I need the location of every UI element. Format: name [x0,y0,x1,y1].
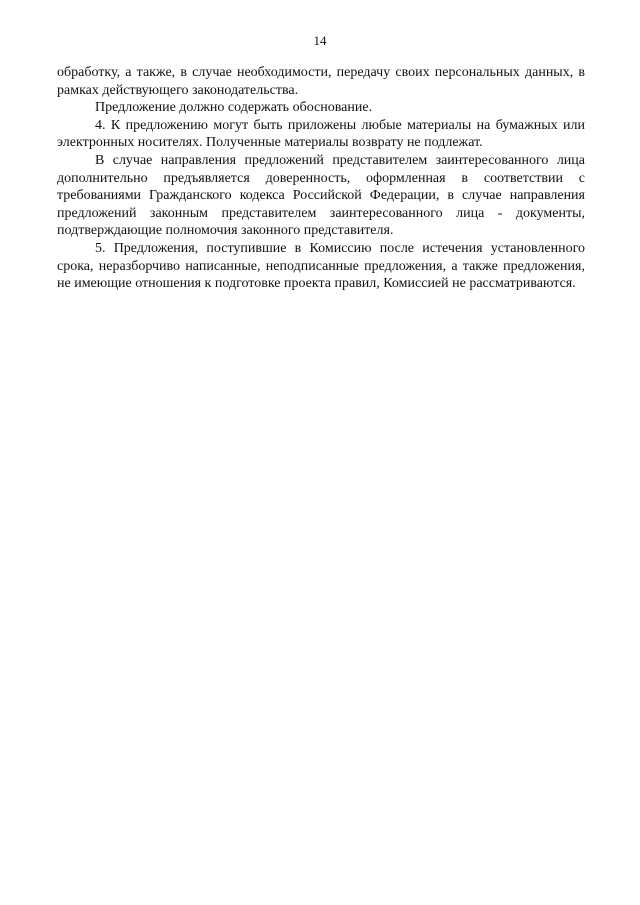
paragraph-representative: В случае направления предложений представителем заинтересованного лица дополнительно предъявляется доверенность, оформленная в соответствии с требованиями Гражданского кодекса Российской Федерации, в случае направления предложений законным представителем заинтересованного лица - документы, подтверждающие полномочия законного представителя. [57,152,585,239]
page-number: 14 [313,33,327,48]
paragraph-continuation: обработку, а также, в случае необходимости, передачу своих персональных данных, в рамках действующего законодательства. [57,65,585,98]
document-body [57,64,585,293]
paragraph-justification: Предложение должно содержать обоснование. [95,100,373,116]
paragraph-item-5: 5. Предложения, поступившие в Комиссию после истечения установленного срока, неразборчиво написанные, неподписанные предложения, а также предложения, не имеющие отношения к подготовке проекта правил, Комиссией не рассматриваются. [57,240,585,292]
paragraph-item-4: 4. К предложению могут быть приложены любые материалы на бумажных или электронных носителях. Полученные материалы возврату не подлежат. [57,117,585,151]
